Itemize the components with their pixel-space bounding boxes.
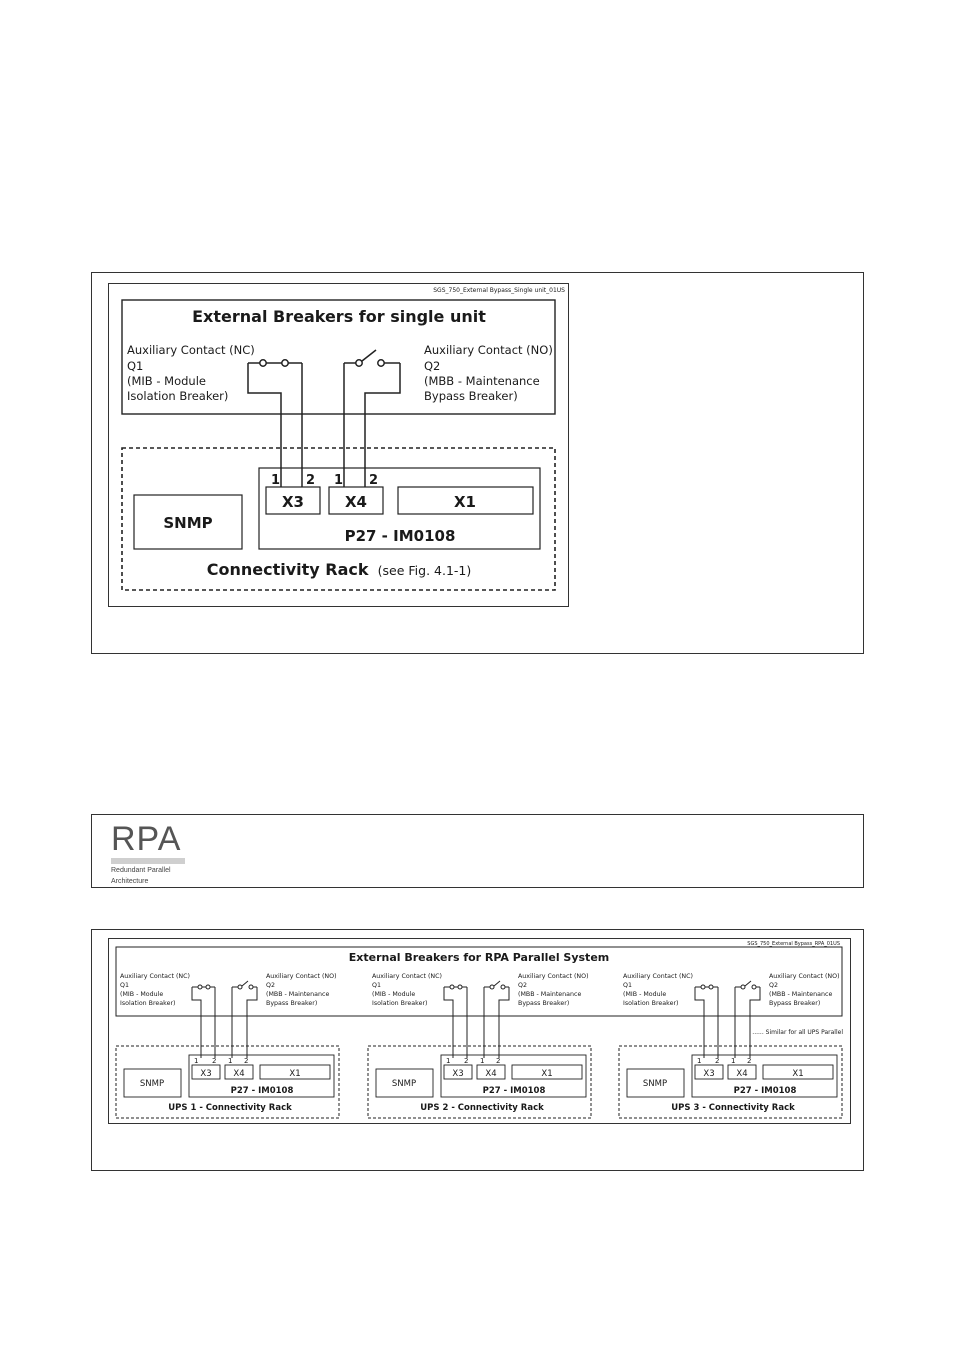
ups-unit-1 bbox=[116, 973, 339, 1118]
svg-text:Q1: Q1 bbox=[120, 982, 129, 989]
svg-text:(MIB - Module: (MIB - Module bbox=[372, 991, 416, 998]
rpa-parallel-diagram bbox=[108, 938, 851, 1125]
svg-text:Auxiliary Contact (NO): Auxiliary Contact (NO) bbox=[424, 343, 553, 357]
rack-label: UPS 3 - Connectivity Rack bbox=[671, 1103, 795, 1113]
svg-text:(MBB - Maintenance: (MBB - Maintenance bbox=[424, 374, 540, 388]
no-contact-label bbox=[266, 973, 337, 1007]
svg-text:2: 2 bbox=[212, 1057, 217, 1065]
svg-text:X4: X4 bbox=[233, 1069, 245, 1079]
diagram-title: External Breakers for RPA Parallel System bbox=[348, 951, 610, 964]
svg-text:X1: X1 bbox=[289, 1069, 301, 1079]
svg-text:1: 1 bbox=[228, 1057, 233, 1065]
svg-text:Bypass Breaker): Bypass Breaker) bbox=[518, 1000, 570, 1007]
diagram-title: External Breakers for single unit bbox=[192, 307, 486, 326]
svg-text:Q2: Q2 bbox=[424, 359, 441, 373]
svg-text:Bypass Breaker): Bypass Breaker) bbox=[266, 1000, 318, 1007]
rack-label: Connectivity Rack (see Fig. 4.1-1) bbox=[206, 560, 472, 579]
svg-text:Auxiliary Contact (NC): Auxiliary Contact (NC) bbox=[120, 973, 190, 980]
rpa-banner-frame bbox=[91, 814, 864, 888]
rack-label: UPS 1 - Connectivity Rack bbox=[168, 1103, 292, 1113]
board-label: P27 - IM0108 bbox=[482, 1086, 546, 1096]
svg-text:1: 1 bbox=[194, 1057, 199, 1065]
no-contact-label bbox=[769, 973, 840, 1007]
nc-contact-label bbox=[127, 343, 255, 403]
svg-text:Auxiliary Contact (NO): Auxiliary Contact (NO) bbox=[518, 973, 589, 980]
svg-text:1: 1 bbox=[697, 1057, 702, 1065]
no-contact-label bbox=[424, 343, 553, 403]
svg-text:2: 2 bbox=[369, 473, 379, 488]
no-contact-label bbox=[518, 973, 589, 1007]
svg-text:Bypass Breaker): Bypass Breaker) bbox=[769, 1000, 821, 1007]
svg-text:Q1: Q1 bbox=[127, 359, 144, 373]
svg-text:Auxiliary Contact (NC): Auxiliary Contact (NC) bbox=[127, 343, 255, 357]
svg-text:X1: X1 bbox=[792, 1069, 804, 1079]
svg-text:(MIB - Module: (MIB - Module bbox=[623, 991, 667, 998]
nc-contact-label bbox=[120, 973, 190, 1007]
svg-text:Isolation Breaker): Isolation Breaker) bbox=[127, 389, 229, 403]
snmp-label: SNMP bbox=[139, 1079, 165, 1089]
svg-text:Q1: Q1 bbox=[372, 982, 381, 989]
svg-text:Isolation Breaker): Isolation Breaker) bbox=[372, 1000, 428, 1007]
board-label: P27 - IM0108 bbox=[733, 1086, 797, 1096]
svg-text:Q1: Q1 bbox=[623, 982, 632, 989]
svg-text:Auxiliary Contact (NO): Auxiliary Contact (NO) bbox=[769, 973, 840, 980]
svg-text:1: 1 bbox=[334, 473, 344, 488]
nc-switch-icon bbox=[192, 985, 215, 1058]
rpa-logo bbox=[111, 822, 185, 886]
svg-text:X3: X3 bbox=[452, 1069, 464, 1079]
ups-unit-3 bbox=[619, 973, 842, 1118]
nc-switch-icon bbox=[444, 985, 467, 1058]
svg-text:1: 1 bbox=[731, 1057, 736, 1065]
svg-text:2: 2 bbox=[747, 1057, 752, 1065]
svg-text:Isolation Breaker): Isolation Breaker) bbox=[623, 1000, 679, 1007]
board-label: P27 - IM0108 bbox=[344, 527, 456, 545]
svg-text:X4: X4 bbox=[736, 1069, 748, 1079]
svg-text:2: 2 bbox=[496, 1057, 501, 1065]
no-switch-icon bbox=[344, 350, 400, 487]
snmp-label: SNMP bbox=[391, 1079, 417, 1089]
snmp-label: SNMP bbox=[642, 1079, 668, 1089]
svg-text:Auxiliary Contact (NC): Auxiliary Contact (NC) bbox=[623, 973, 693, 980]
single-unit-diagram bbox=[108, 283, 569, 608]
svg-text:(MBB - Maintenance: (MBB - Maintenance bbox=[266, 991, 330, 998]
svg-text:X3: X3 bbox=[703, 1069, 715, 1079]
svg-text:X1: X1 bbox=[453, 493, 477, 511]
svg-text:2: 2 bbox=[464, 1057, 469, 1065]
svg-text:Bypass Breaker): Bypass Breaker) bbox=[424, 389, 518, 403]
svg-text:Auxiliary Contact (NO): Auxiliary Contact (NO) bbox=[266, 973, 337, 980]
similar-note: ...... Similar for all UPS Parallel bbox=[752, 1029, 843, 1036]
svg-text:2: 2 bbox=[715, 1057, 720, 1065]
svg-text:1: 1 bbox=[271, 473, 281, 488]
diagram-reference: SGS_750_External Bypass_RPA_01US bbox=[747, 941, 840, 947]
svg-text:(MIB - Module: (MIB - Module bbox=[127, 374, 206, 388]
svg-text:2: 2 bbox=[244, 1057, 249, 1065]
svg-text:X4: X4 bbox=[485, 1069, 497, 1079]
svg-text:X3: X3 bbox=[281, 493, 305, 511]
svg-text:1: 1 bbox=[480, 1057, 485, 1065]
rpa-subtitle-line1: Redundant Parallel bbox=[111, 867, 171, 874]
rpa-subtitle-line2: Architecture bbox=[111, 878, 149, 885]
svg-text:(MBB - Maintenance: (MBB - Maintenance bbox=[769, 991, 833, 998]
rpa-logo-bar bbox=[111, 858, 185, 864]
svg-text:X4: X4 bbox=[344, 493, 368, 511]
svg-text:X3: X3 bbox=[200, 1069, 212, 1079]
svg-text:Q2: Q2 bbox=[518, 982, 527, 989]
svg-text:1: 1 bbox=[446, 1057, 451, 1065]
diagram-reference: SGS_750_External Bypass_Single unit_01US bbox=[433, 287, 565, 294]
svg-text:(MIB - Module: (MIB - Module bbox=[120, 991, 164, 998]
rpa-letters: RPA bbox=[111, 820, 182, 858]
ups-unit-2 bbox=[368, 973, 591, 1118]
svg-text:Q2: Q2 bbox=[769, 982, 778, 989]
nc-switch-icon bbox=[695, 985, 718, 1058]
rack-label: UPS 2 - Connectivity Rack bbox=[420, 1103, 544, 1113]
board-label: P27 - IM0108 bbox=[230, 1086, 294, 1096]
nc-contact-label bbox=[372, 973, 442, 1007]
svg-text:Isolation Breaker): Isolation Breaker) bbox=[120, 1000, 176, 1007]
svg-text:X1: X1 bbox=[541, 1069, 553, 1079]
snmp-label: SNMP bbox=[163, 514, 213, 532]
svg-text:Q2: Q2 bbox=[266, 982, 275, 989]
svg-text:Auxiliary Contact (NC): Auxiliary Contact (NC) bbox=[372, 973, 442, 980]
svg-text:2: 2 bbox=[306, 473, 316, 488]
svg-text:(MBB - Maintenance: (MBB - Maintenance bbox=[518, 991, 582, 998]
nc-contact-label bbox=[623, 973, 693, 1007]
